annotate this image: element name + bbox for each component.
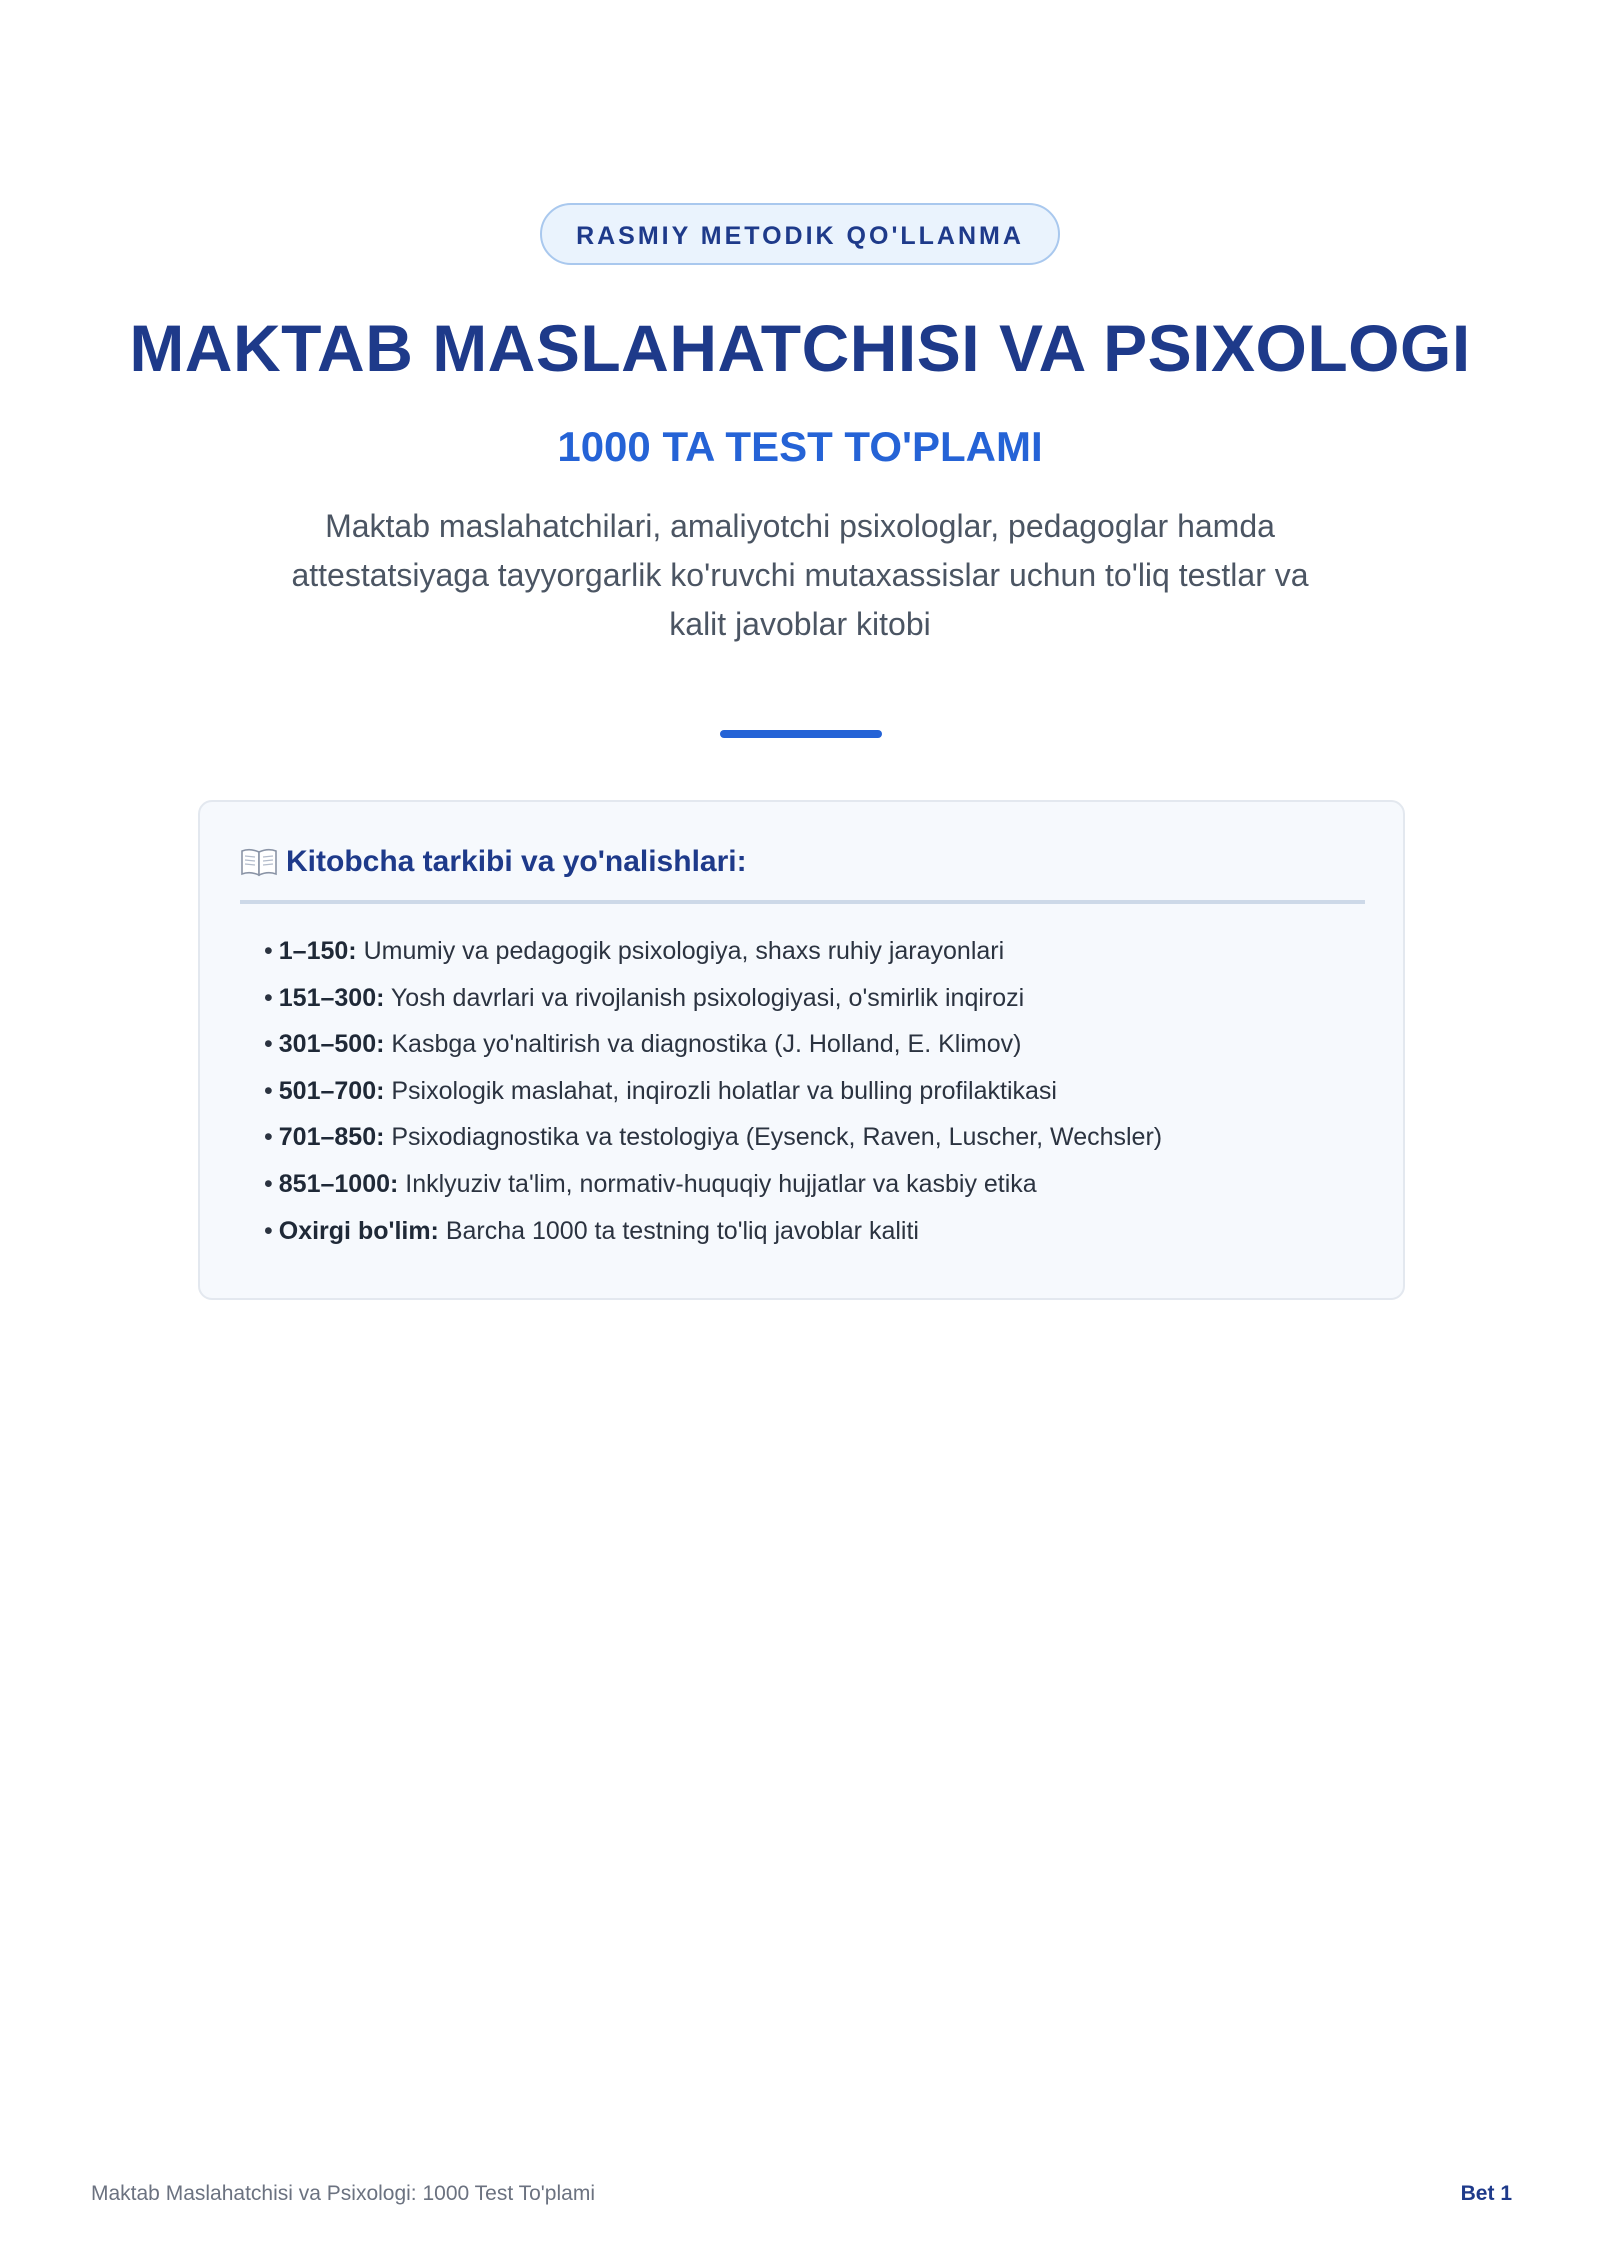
page-subtitle: 1000 TA TEST TO'PLAMI: [557, 423, 1043, 470]
item-range: 701–850:: [278, 1123, 385, 1152]
contents-list: [264, 928, 1162, 1254]
bullet: •: [264, 1123, 273, 1152]
item-text: Kasbga yo'naltirish va diagnostika (J. Holland, E. Klimov): [391, 1030, 1022, 1059]
list-item: [264, 1208, 1162, 1255]
page-description: Maktab maslahatchilari, amaliyotchi psixologlar, pedagoglar hamda attestatsiyaga tayyorgarlik ko'ruvchi mutaxassislar uchun to'liq testlar va kalit javoblar kitobi: [291, 508, 1309, 642]
list-item: [264, 928, 1162, 975]
contents-box: [198, 800, 1405, 1300]
item-range: Oxirgi bo'lim:: [278, 1216, 439, 1245]
bullet: •: [264, 1076, 273, 1105]
open-book-icon: [240, 847, 278, 877]
list-item: [264, 1021, 1162, 1068]
item-range: 151–300:: [278, 983, 385, 1012]
contents-header: [240, 842, 1365, 904]
list-item: [264, 1161, 1162, 1208]
item-range: 1–150:: [278, 937, 357, 965]
item-range: 301–500:: [278, 1030, 385, 1059]
item-range: 851–1000:: [278, 1169, 399, 1198]
list-item: [264, 1114, 1162, 1161]
footer-document-title: Maktab Maslahatchisi va Psixologi: 1000 Test To'plami: [91, 2182, 595, 2205]
bullet: •: [264, 937, 273, 965]
item-range: 501–700:: [278, 1076, 385, 1105]
document-badge: RASMIY METODIK QO'LLANMA: [540, 203, 1060, 265]
item-text: Umumiy va pedagogik psixologiya, shaxs ruhiy jarayonlari: [363, 937, 1005, 965]
item-text: Inklyuziv ta'lim, normativ-huquqiy hujjatlar va kasbiy etika: [405, 1169, 1037, 1198]
list-item: [264, 975, 1162, 1022]
item-text: Psixodiagnostika va testologiya (Eysenck, Raven, Luscher, Wechsler): [391, 1123, 1163, 1152]
footer-page-number: Bet 1: [1460, 2182, 1512, 2205]
item-text: Barcha 1000 ta testning to'liq javoblar kaliti: [445, 1216, 919, 1245]
item-text: Psixologik maslahat, inqirozli holatlar va bulling profilaktikasi: [391, 1076, 1057, 1105]
bullet: •: [264, 1169, 273, 1198]
list-item: [264, 1068, 1162, 1115]
bullet: •: [264, 983, 273, 1012]
contents-title: Kitobcha tarkibi va yo'nalishlari:: [286, 845, 747, 878]
bullet: •: [264, 1030, 273, 1059]
bullet: •: [264, 1216, 273, 1245]
title-divider: [720, 730, 882, 738]
item-text: Yosh davrlari va rivojlanish psixologiyasi, o'smirlik inqirozi: [390, 983, 1025, 1012]
badge-container: [0, 203, 1600, 265]
page-title: MAKTAB MASLAHATCHISI VA PSIXOLOGI: [129, 311, 1471, 385]
